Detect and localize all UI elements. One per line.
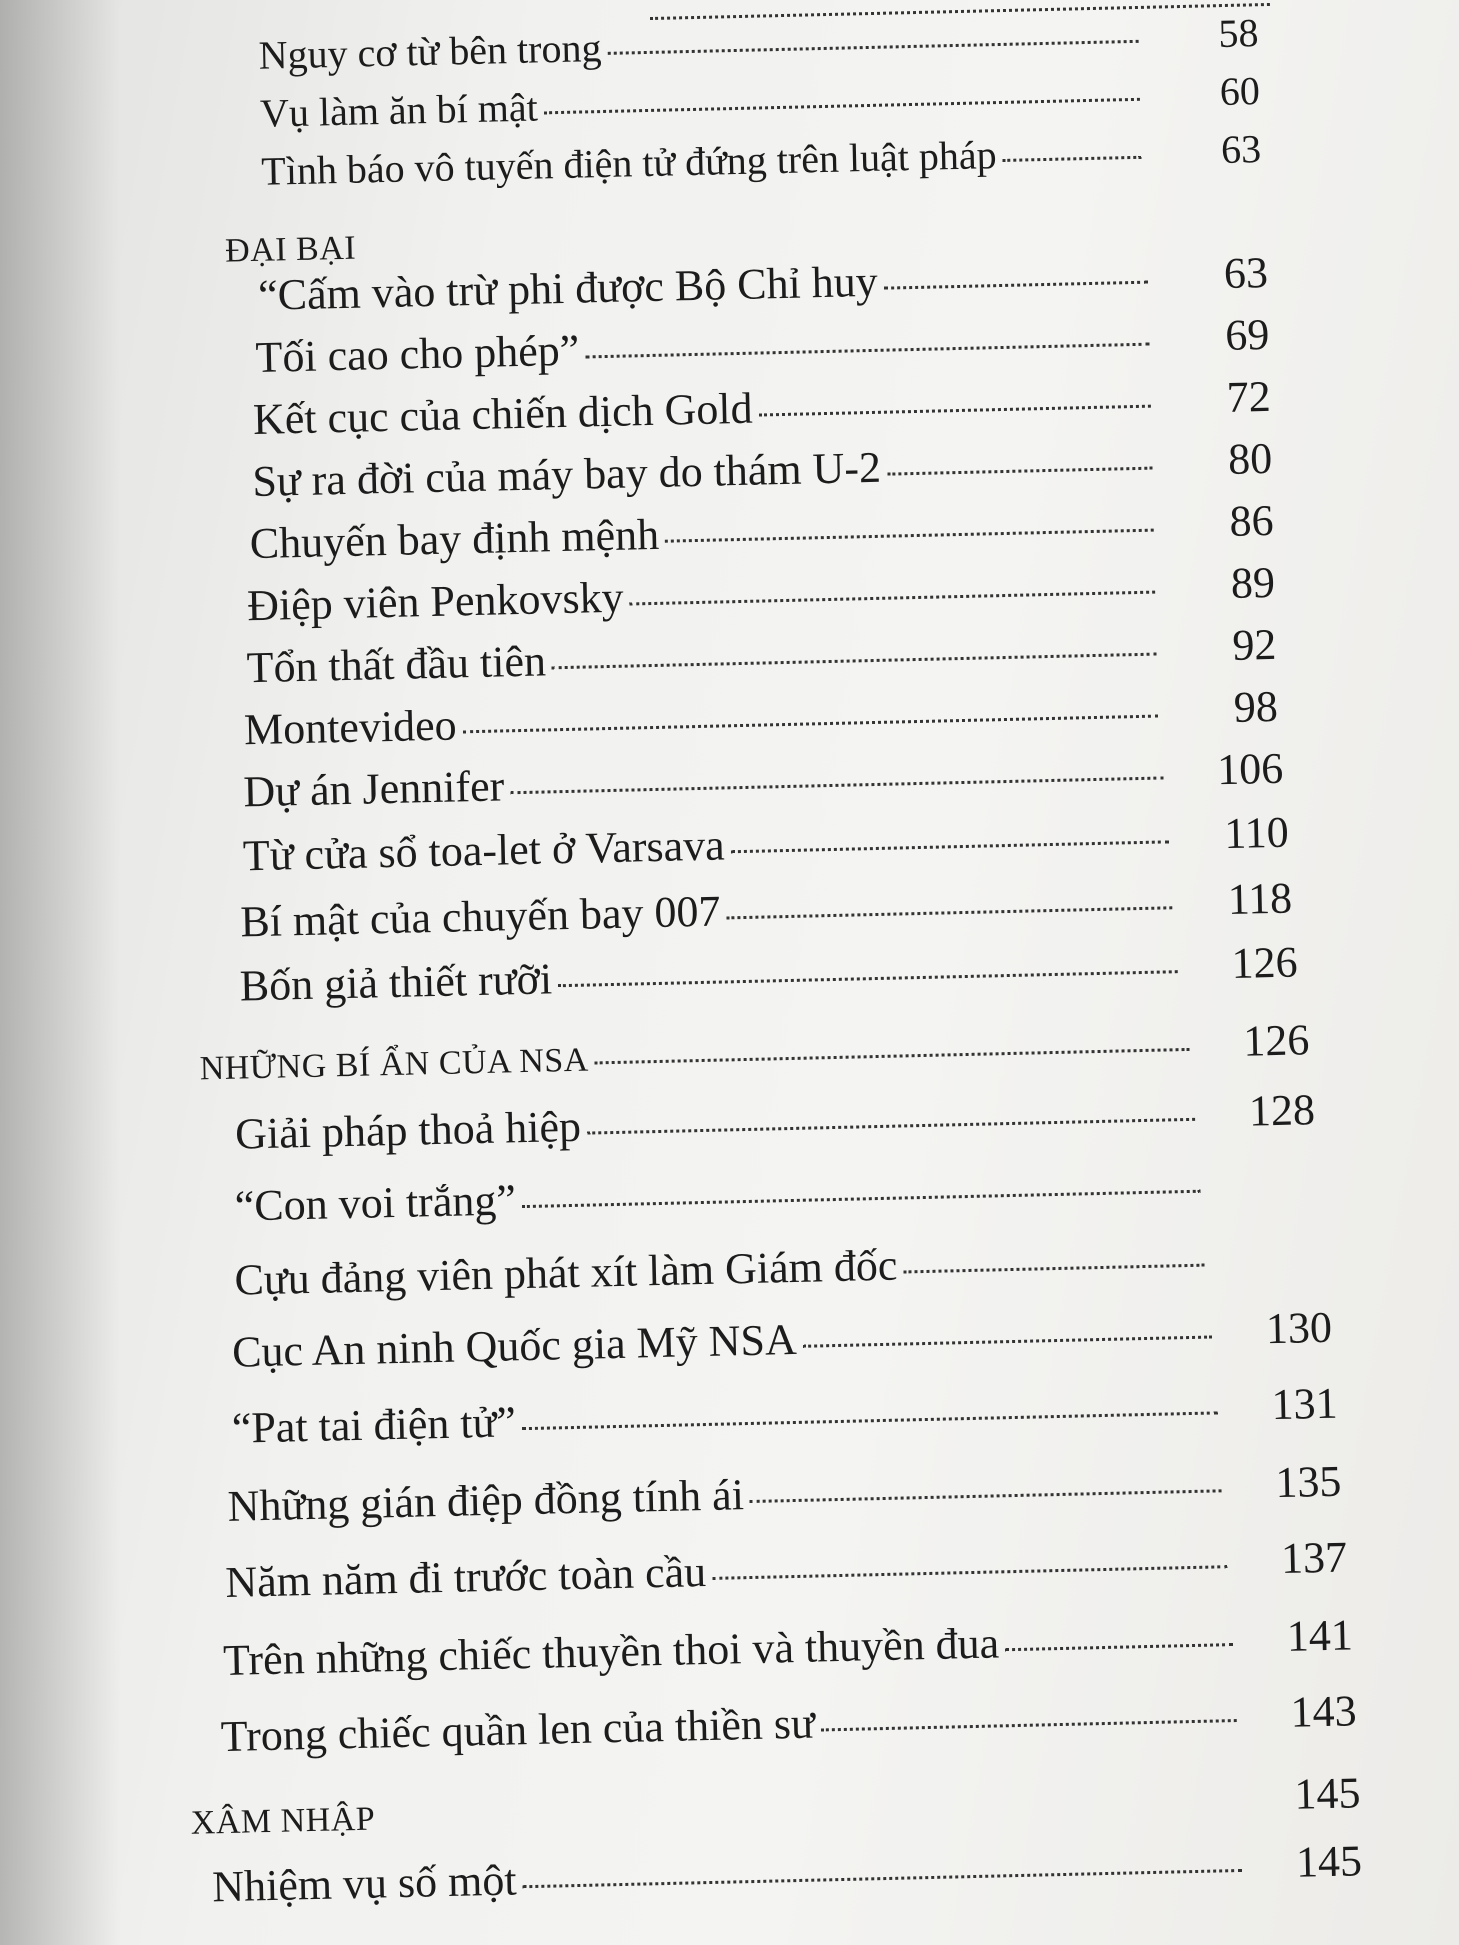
toc-entry-label: Năm năm đi trước toàn cầu — [224, 1547, 707, 1607]
dot-leader — [522, 1190, 1201, 1208]
toc-page-number: 106 — [1216, 743, 1284, 795]
toc-entry-label: Nguy cơ từ bên trong — [258, 25, 602, 78]
toc-page-number: 86 — [1228, 495, 1275, 546]
dot-leader — [1005, 1643, 1233, 1651]
toc-row — [232, 1302, 1333, 1378]
toc-entry-label: Chuyến bay định mệnh — [249, 509, 660, 569]
dot-leader — [712, 1565, 1227, 1580]
toc-entry-label: Kết cục của chiến dịch Gold — [252, 383, 754, 445]
toc-page-number — [1215, 1270, 1325, 1272]
toc-entry-label: Cựu đảng viên phát xít làm Giám đốc — [233, 1240, 898, 1305]
dot-leader — [665, 529, 1154, 543]
toc-row — [249, 495, 1274, 569]
toc-page-number: 126 — [1242, 1015, 1310, 1066]
dot-leader — [587, 1118, 1195, 1135]
toc-entry-label: Bí mật của chuyến bay 007 — [239, 886, 722, 947]
dot-leader — [903, 1264, 1204, 1274]
toc-entry-label: Trong chiếc quần len của thiền sư — [220, 1698, 816, 1762]
toc-entry-label: Vụ làm ăn bí mật — [259, 84, 539, 136]
dot-leader — [522, 1411, 1218, 1430]
toc-entry-label: “Pat tai điện tử” — [231, 1397, 517, 1453]
toc-row — [240, 873, 1293, 948]
toc-page-number: 135 — [1274, 1456, 1342, 1508]
toc-page-number: 130 — [1265, 1302, 1333, 1354]
toc-page-number: 128 — [1248, 1085, 1316, 1136]
toc-row — [227, 1456, 1342, 1532]
dot-leader — [759, 405, 1151, 417]
toc-page-number: 98 — [1233, 681, 1279, 732]
section-title: XÂM NHẬP — [190, 1800, 376, 1842]
toc-page-number: 141 — [1286, 1610, 1354, 1661]
dot-leader — [630, 591, 1156, 606]
toc-page-number: 118 — [1227, 873, 1293, 925]
toc-page-number: 60 — [1219, 68, 1261, 114]
toc-entry-label: Tình báo vô tuyến điện tử đứng trên luật pháp — [260, 132, 998, 194]
toc-entry-label: Giải pháp thoả hiệp — [234, 1101, 582, 1159]
toc-row — [231, 1378, 1338, 1454]
toc-row — [235, 1084, 1316, 1159]
toc-entry-label: Bốn giả thiết rưỡi — [239, 954, 553, 1011]
toc-entry-label: “Con voi trắng” — [234, 1175, 517, 1231]
toc-row — [252, 433, 1273, 507]
toc-page-number: 80 — [1227, 433, 1273, 484]
toc-page-number: 58 — [1217, 10, 1259, 57]
dot-leader — [803, 1335, 1212, 1347]
toc-row — [258, 9, 1259, 79]
dot-leader — [727, 906, 1173, 919]
toc-entry-label: Điệp viên Penkovsky — [246, 572, 625, 631]
dot-leader — [884, 281, 1148, 290]
toc-page-number: 131 — [1271, 1378, 1339, 1430]
toc-page-number: 110 — [1223, 807, 1290, 859]
dot-leader — [552, 653, 1157, 670]
dot-leader — [523, 1869, 1243, 1888]
toc-page-number: 89 — [1230, 557, 1276, 608]
toc-page-number: 126 — [1231, 937, 1299, 988]
toc-entry-label: Nhiệm vụ số một — [211, 1855, 518, 1912]
toc-row — [243, 743, 1284, 818]
dot-leader — [510, 776, 1163, 794]
toc-entry-label: “Cấm vào trừ phi được Bộ Chỉ huy — [257, 256, 879, 320]
toc-row — [252, 371, 1271, 445]
toc-page-number: 143 — [1290, 1686, 1358, 1737]
toc-row — [212, 1835, 1363, 1912]
dot-leader — [750, 1489, 1222, 1503]
dot-leader — [595, 1048, 1190, 1064]
toc-row — [234, 1156, 1321, 1232]
toc-row — [243, 681, 1278, 755]
section-title: NHỮNG BÍ ẨN CỦA NSA — [199, 1041, 590, 1088]
toc-page-number — [1211, 1196, 1321, 1198]
dot-leader — [821, 1719, 1237, 1731]
toc-entry-label: Từ cửa sổ toa-let ở Varsava — [242, 820, 726, 881]
toc-page-number: 145 — [1293, 1768, 1361, 1819]
toc-row — [234, 1230, 1325, 1306]
toc-row — [247, 557, 1276, 631]
dot-leader — [558, 970, 1178, 987]
toc-page-number: 92 — [1231, 619, 1277, 670]
toc-entry-label: Dự án Jennifer — [242, 761, 505, 817]
toc-row — [225, 1531, 1348, 1607]
toc-page-number: 137 — [1280, 1532, 1348, 1583]
dot-leader — [463, 715, 1158, 734]
toc-entry-label: Những gián điệp đồng tính ái — [227, 1470, 745, 1531]
dot-leader — [731, 840, 1169, 853]
toc-page-number: 145 — [1295, 1836, 1363, 1887]
toc-row — [255, 309, 1270, 383]
toc-entry-label: Tối cao cho phép” — [255, 325, 580, 382]
toc-section-heading — [199, 1014, 1310, 1090]
section-title: ĐẠI BẠI — [224, 229, 357, 270]
toc-entry-label: Montevideo — [243, 700, 458, 755]
toc-entry-label: Trên những chiếc thuyền thoi và thuyền đua — [222, 1618, 1000, 1686]
dot-leader — [608, 40, 1139, 55]
toc-page-number: 69 — [1224, 309, 1270, 360]
dot-leader — [887, 467, 1152, 476]
dot-leader — [1003, 156, 1142, 162]
dot-leader — [544, 98, 1140, 115]
toc-entry-label: Cục An ninh Quốc gia Mỹ NSA — [231, 1314, 798, 1377]
toc-row — [261, 125, 1262, 195]
dot-leader — [585, 343, 1149, 359]
toc-entry-label: Sự ra đời của máy bay do thám U-2 — [251, 442, 882, 507]
leader-spacer — [381, 1801, 1240, 1824]
toc-row — [220, 1685, 1357, 1762]
toc-row — [223, 1609, 1354, 1686]
toc-row — [239, 936, 1298, 1011]
toc-row — [246, 619, 1277, 693]
toc-row — [260, 67, 1261, 137]
toc-section-heading — [190, 1767, 1361, 1845]
toc-entry-label: Tổn thất đầu tiên — [246, 636, 547, 693]
toc-page-number: 63 — [1223, 247, 1269, 298]
toc-page-number: 63 — [1220, 126, 1262, 172]
toc-page-number: 72 — [1226, 371, 1272, 422]
toc-row — [242, 807, 1289, 882]
